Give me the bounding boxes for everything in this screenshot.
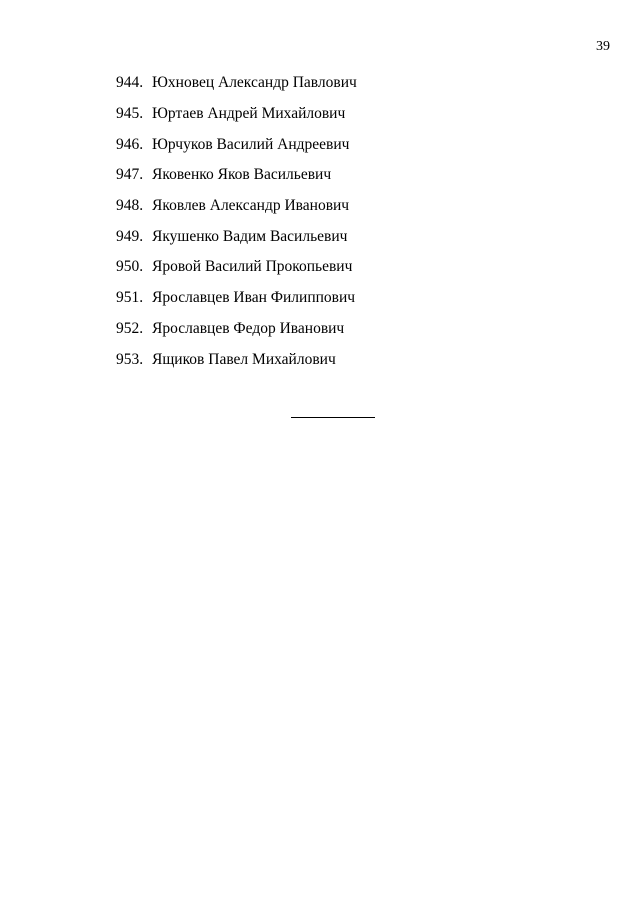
- item-number: 949.: [116, 227, 144, 245]
- list-item: [116, 68, 357, 99]
- name-list: [116, 68, 357, 375]
- list-item: [116, 191, 357, 222]
- item-number: 948.: [116, 197, 144, 215]
- item-name: Ярославцев Иван Филиппович: [152, 289, 356, 307]
- list-item: [116, 344, 357, 375]
- item-number: 950.: [116, 258, 144, 276]
- item-number: 952.: [116, 319, 144, 337]
- item-name: Яковлев Александр Иванович: [152, 197, 350, 215]
- item-number: 953.: [116, 350, 144, 368]
- list-item: [116, 129, 357, 160]
- list-item: [116, 221, 357, 252]
- page-number: 39: [596, 39, 610, 54]
- item-number: 944.: [116, 74, 144, 92]
- list-item: [116, 283, 357, 314]
- list-item: [116, 252, 357, 283]
- list-item: [116, 99, 357, 130]
- end-rule-divider: [291, 417, 375, 418]
- list-item: [116, 314, 357, 345]
- list-item: [116, 160, 357, 191]
- item-number: 951.: [116, 289, 144, 307]
- item-name: Ящиков Павел Михайлович: [152, 350, 336, 368]
- item-name: Яровой Василий Прокопьевич: [152, 258, 353, 276]
- item-number: 945.: [116, 105, 144, 123]
- item-name: Якушенко Вадим Васильевич: [152, 227, 348, 245]
- item-name: Юхновец Александр Павлович: [152, 74, 357, 92]
- item-name: Яковенко Яков Васильевич: [152, 166, 332, 184]
- item-name: Ярославцев Федор Иванович: [152, 319, 345, 337]
- item-name: Юртаев Андрей Михайлович: [152, 105, 346, 123]
- item-name: Юрчуков Василий Андреевич: [152, 135, 350, 153]
- item-number: 947.: [116, 166, 144, 184]
- item-number: 946.: [116, 135, 144, 153]
